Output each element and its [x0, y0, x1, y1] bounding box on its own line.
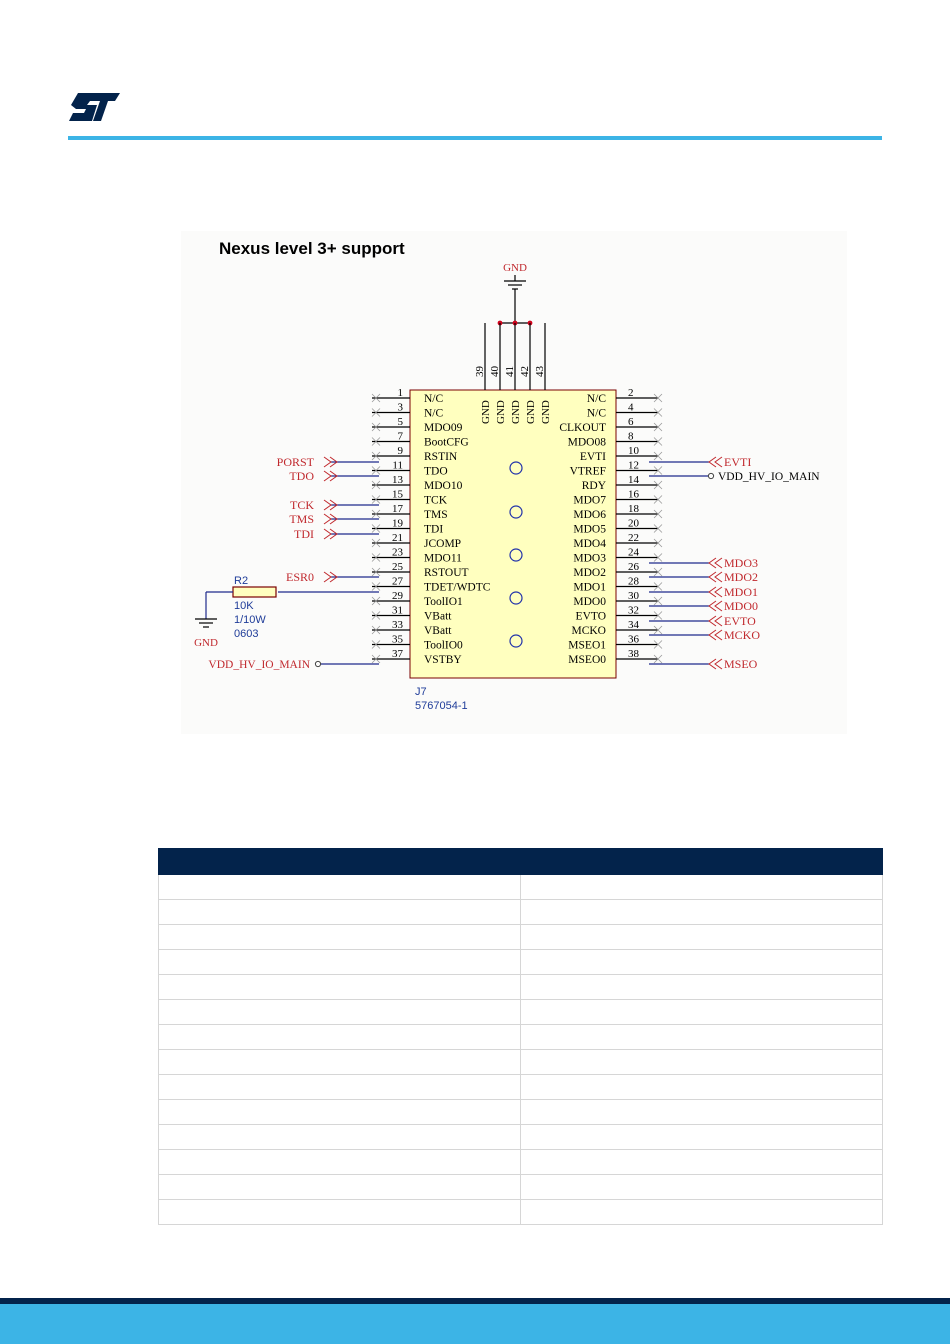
table-row [159, 1050, 883, 1075]
pin-number: 34 [628, 619, 639, 631]
pin-name: N/C [586, 407, 606, 420]
pin-number: 18 [628, 503, 639, 515]
table-cell [521, 975, 883, 1000]
pin-number: 32 [628, 604, 639, 617]
pin-name: MDO6 [573, 509, 606, 521]
pin-name: MDO11 [424, 552, 462, 565]
pin-name: TMS [424, 509, 448, 521]
net-label-vdd-right: VDD_HV_IO_MAIN [718, 471, 820, 483]
top-pin-number: 43 [534, 366, 546, 377]
table-cell [159, 1100, 521, 1125]
top-pin-name: GND [480, 400, 492, 424]
pin-name: MSEO0 [568, 654, 606, 666]
pin-name: MDO3 [573, 552, 606, 565]
pin-name: MDO10 [424, 480, 463, 492]
schematic-svg [181, 231, 847, 734]
pin-name: VBatt [424, 625, 452, 637]
net-label-evti: EVTI [724, 455, 752, 469]
pin-name: MDO5 [573, 523, 606, 536]
table-cell [521, 1150, 883, 1175]
pin-number: 20 [628, 517, 639, 530]
pin-number: 1 [397, 387, 403, 399]
pin-name: MDO09 [424, 422, 463, 434]
pin-name: RSTOUT [424, 567, 469, 579]
resistor-package: 0603 [234, 628, 259, 640]
pin-name: TDI [424, 523, 444, 536]
net-label-esr0: ESR0 [285, 570, 314, 584]
table-cell [159, 1125, 521, 1150]
table-cell [159, 1175, 521, 1200]
top-pin-number: 42 [519, 366, 531, 377]
table-cell [521, 1100, 883, 1125]
net-label-mdo1: MDO1 [724, 585, 759, 599]
pin-number: 36 [628, 633, 639, 646]
resistor-power: 1/10W [234, 614, 266, 626]
header-rule [68, 136, 882, 140]
offpage-connector-icon [709, 659, 722, 669]
pin-number: 14 [628, 474, 639, 486]
gnd-top-icon [500, 275, 530, 323]
pin-name: VSTBY [424, 654, 462, 666]
table-cell [521, 875, 883, 900]
table-cell [521, 1000, 883, 1025]
resistor-icon [233, 587, 276, 597]
pin-number: 37 [392, 648, 403, 660]
table-row [159, 875, 883, 900]
pin-number: 6 [628, 416, 634, 428]
pin-name: RDY [581, 480, 606, 492]
resistor-r2 [194, 575, 379, 649]
table-cell [159, 1200, 521, 1225]
table-cell [159, 1000, 521, 1025]
table-row [159, 1025, 883, 1050]
st-logo [68, 92, 122, 122]
pin-number: 3 [397, 401, 403, 414]
pin-number: 26 [628, 561, 639, 573]
table-cell [521, 1025, 883, 1050]
footer-light-band [0, 1304, 950, 1344]
table-cell [521, 1075, 883, 1100]
net-label-mdo3: MDO3 [724, 556, 759, 570]
pin-name: VTREF [569, 465, 606, 478]
pin-number: 25 [392, 561, 403, 573]
top-pin-number: 39 [474, 366, 486, 377]
pin-number: 16 [628, 488, 639, 501]
pin-number: 22 [628, 532, 639, 544]
pin-number: 27 [392, 575, 403, 588]
net-label-mdo2: MDO2 [724, 570, 759, 584]
net-label-tck: TCK [290, 498, 314, 512]
table-row [159, 1150, 883, 1175]
offpage-connector-icon [709, 601, 722, 611]
pin-number: 13 [392, 474, 403, 486]
table-row [159, 1175, 883, 1200]
table-header-cell [521, 849, 883, 875]
table-cell [521, 1050, 883, 1075]
offpage-connector-icon [709, 587, 722, 597]
table-row [159, 1200, 883, 1225]
pin-name: BootCFG [424, 436, 469, 449]
pin-name: EVTO [575, 610, 606, 623]
pin-name: N/C [424, 407, 444, 420]
pin-number: 23 [392, 546, 403, 559]
pin-name: JCOMP [424, 538, 462, 550]
table-row [159, 1000, 883, 1025]
gnd-top-label: GND [503, 262, 527, 274]
table-cell [159, 975, 521, 1000]
top-pin-group [474, 323, 552, 424]
schematic-figure [181, 231, 847, 734]
table-header-cell [159, 849, 521, 875]
pin-number: 8 [628, 430, 634, 443]
offpage-connector-icon [709, 558, 722, 568]
top-pin-name: GND [540, 400, 552, 424]
table-cell [159, 950, 521, 975]
pin-number: 17 [392, 503, 403, 515]
pin-name: CLKOUT [559, 422, 606, 434]
net-label-mdo0: MDO0 [724, 599, 759, 613]
table-row [159, 900, 883, 925]
top-pin-name: GND [495, 400, 507, 424]
pin-number: 30 [628, 590, 639, 602]
table-row [159, 925, 883, 950]
pin-name: TCK [424, 494, 447, 507]
pin-name: RSTIN [424, 451, 458, 463]
table-cell [159, 1075, 521, 1100]
net-label-mseo: MSEO [724, 657, 758, 671]
pin-name: MDO4 [573, 538, 606, 550]
pin-number: 38 [628, 648, 639, 660]
offpage-connector-icon [709, 572, 722, 582]
pin-name: EVTI [579, 451, 606, 463]
pin-number: 11 [392, 459, 403, 472]
table-row [159, 1100, 883, 1125]
pin-name: VBatt [424, 610, 452, 623]
pin-number: 21 [392, 532, 403, 544]
table-cell [521, 900, 883, 925]
net-label-tdi: TDI [294, 527, 314, 541]
table-cell [521, 925, 883, 950]
pin-number: 28 [628, 575, 639, 588]
pin-name: MDO1 [573, 581, 606, 594]
table-cell [159, 1025, 521, 1050]
pin-number: 9 [397, 445, 403, 457]
pin-name: ToolIO0 [424, 639, 463, 652]
table-cell [159, 925, 521, 950]
table-cell [159, 875, 521, 900]
table-cell [521, 1125, 883, 1150]
pin-number: 7 [397, 430, 403, 443]
offpage-connector-icon [709, 630, 722, 640]
pin-name: ToolIO1 [424, 596, 463, 608]
table-cell [159, 900, 521, 925]
pin-number: 33 [392, 619, 403, 631]
pin-name: MSEO1 [568, 639, 606, 652]
table-cell [159, 1050, 521, 1075]
connector-refdes: J7 [415, 686, 427, 698]
pin-number: 29 [392, 590, 403, 602]
resistor-refdes: R2 [234, 575, 249, 587]
table-row [159, 1125, 883, 1150]
table-header-row [159, 849, 883, 875]
pin-number: 10 [628, 445, 639, 457]
power-port-icon [315, 661, 320, 666]
pin-name: TDET/WDTC [424, 581, 491, 594]
schematic-title: Nexus level 3+ support [219, 239, 405, 258]
table-row [159, 1075, 883, 1100]
pin-number: 5 [397, 416, 403, 428]
net-label-tms: TMS [289, 512, 314, 526]
net-label-porst: PORST [276, 455, 314, 469]
pin-number: 19 [392, 517, 403, 530]
top-pin-name: GND [510, 400, 522, 424]
offpage-connector-icon [709, 457, 722, 467]
net-label-vdd-left: VDD_HV_IO_MAIN [208, 659, 310, 671]
top-pin-name: GND [525, 400, 537, 424]
st-logo-icon [68, 92, 122, 122]
table-row [159, 975, 883, 1000]
resistor-value: 10K [234, 600, 254, 612]
data-table [158, 848, 883, 1225]
right-nets [649, 455, 820, 671]
pin-number: 31 [392, 604, 403, 617]
top-pin-number: 40 [489, 366, 501, 377]
pin-name: MDO0 [573, 596, 606, 608]
table-row [159, 950, 883, 975]
offpage-connector-icon [709, 616, 722, 626]
pin-name: TDO [424, 465, 448, 478]
top-pin-number: 41 [504, 366, 516, 377]
pin-number: 4 [628, 401, 634, 414]
pin-number: 2 [628, 387, 634, 399]
gnd-resistor-label: GND [194, 637, 218, 649]
net-label-tdo: TDO [289, 469, 314, 483]
pin-name: N/C [424, 393, 444, 405]
table-cell [521, 1175, 883, 1200]
power-port-icon [708, 473, 713, 478]
pin-name: MCKO [571, 625, 606, 637]
table-cell [159, 1150, 521, 1175]
net-label-evto: EVTO [724, 614, 756, 628]
pin-number: 24 [628, 546, 639, 559]
net-label-mcko: MCKO [724, 628, 761, 642]
connector-part-number: 5767054-1 [415, 700, 468, 712]
pin-number: 15 [392, 488, 403, 501]
pin-name: N/C [586, 393, 606, 405]
table-cell [521, 1200, 883, 1225]
pin-number: 12 [628, 459, 639, 472]
pin-number: 35 [392, 633, 403, 646]
table-cell [521, 950, 883, 975]
pin-name: MDO7 [573, 494, 606, 507]
gnd-resistor-icon [195, 619, 217, 627]
pin-name: MDO08 [567, 436, 606, 449]
pin-name: MDO2 [573, 567, 606, 579]
